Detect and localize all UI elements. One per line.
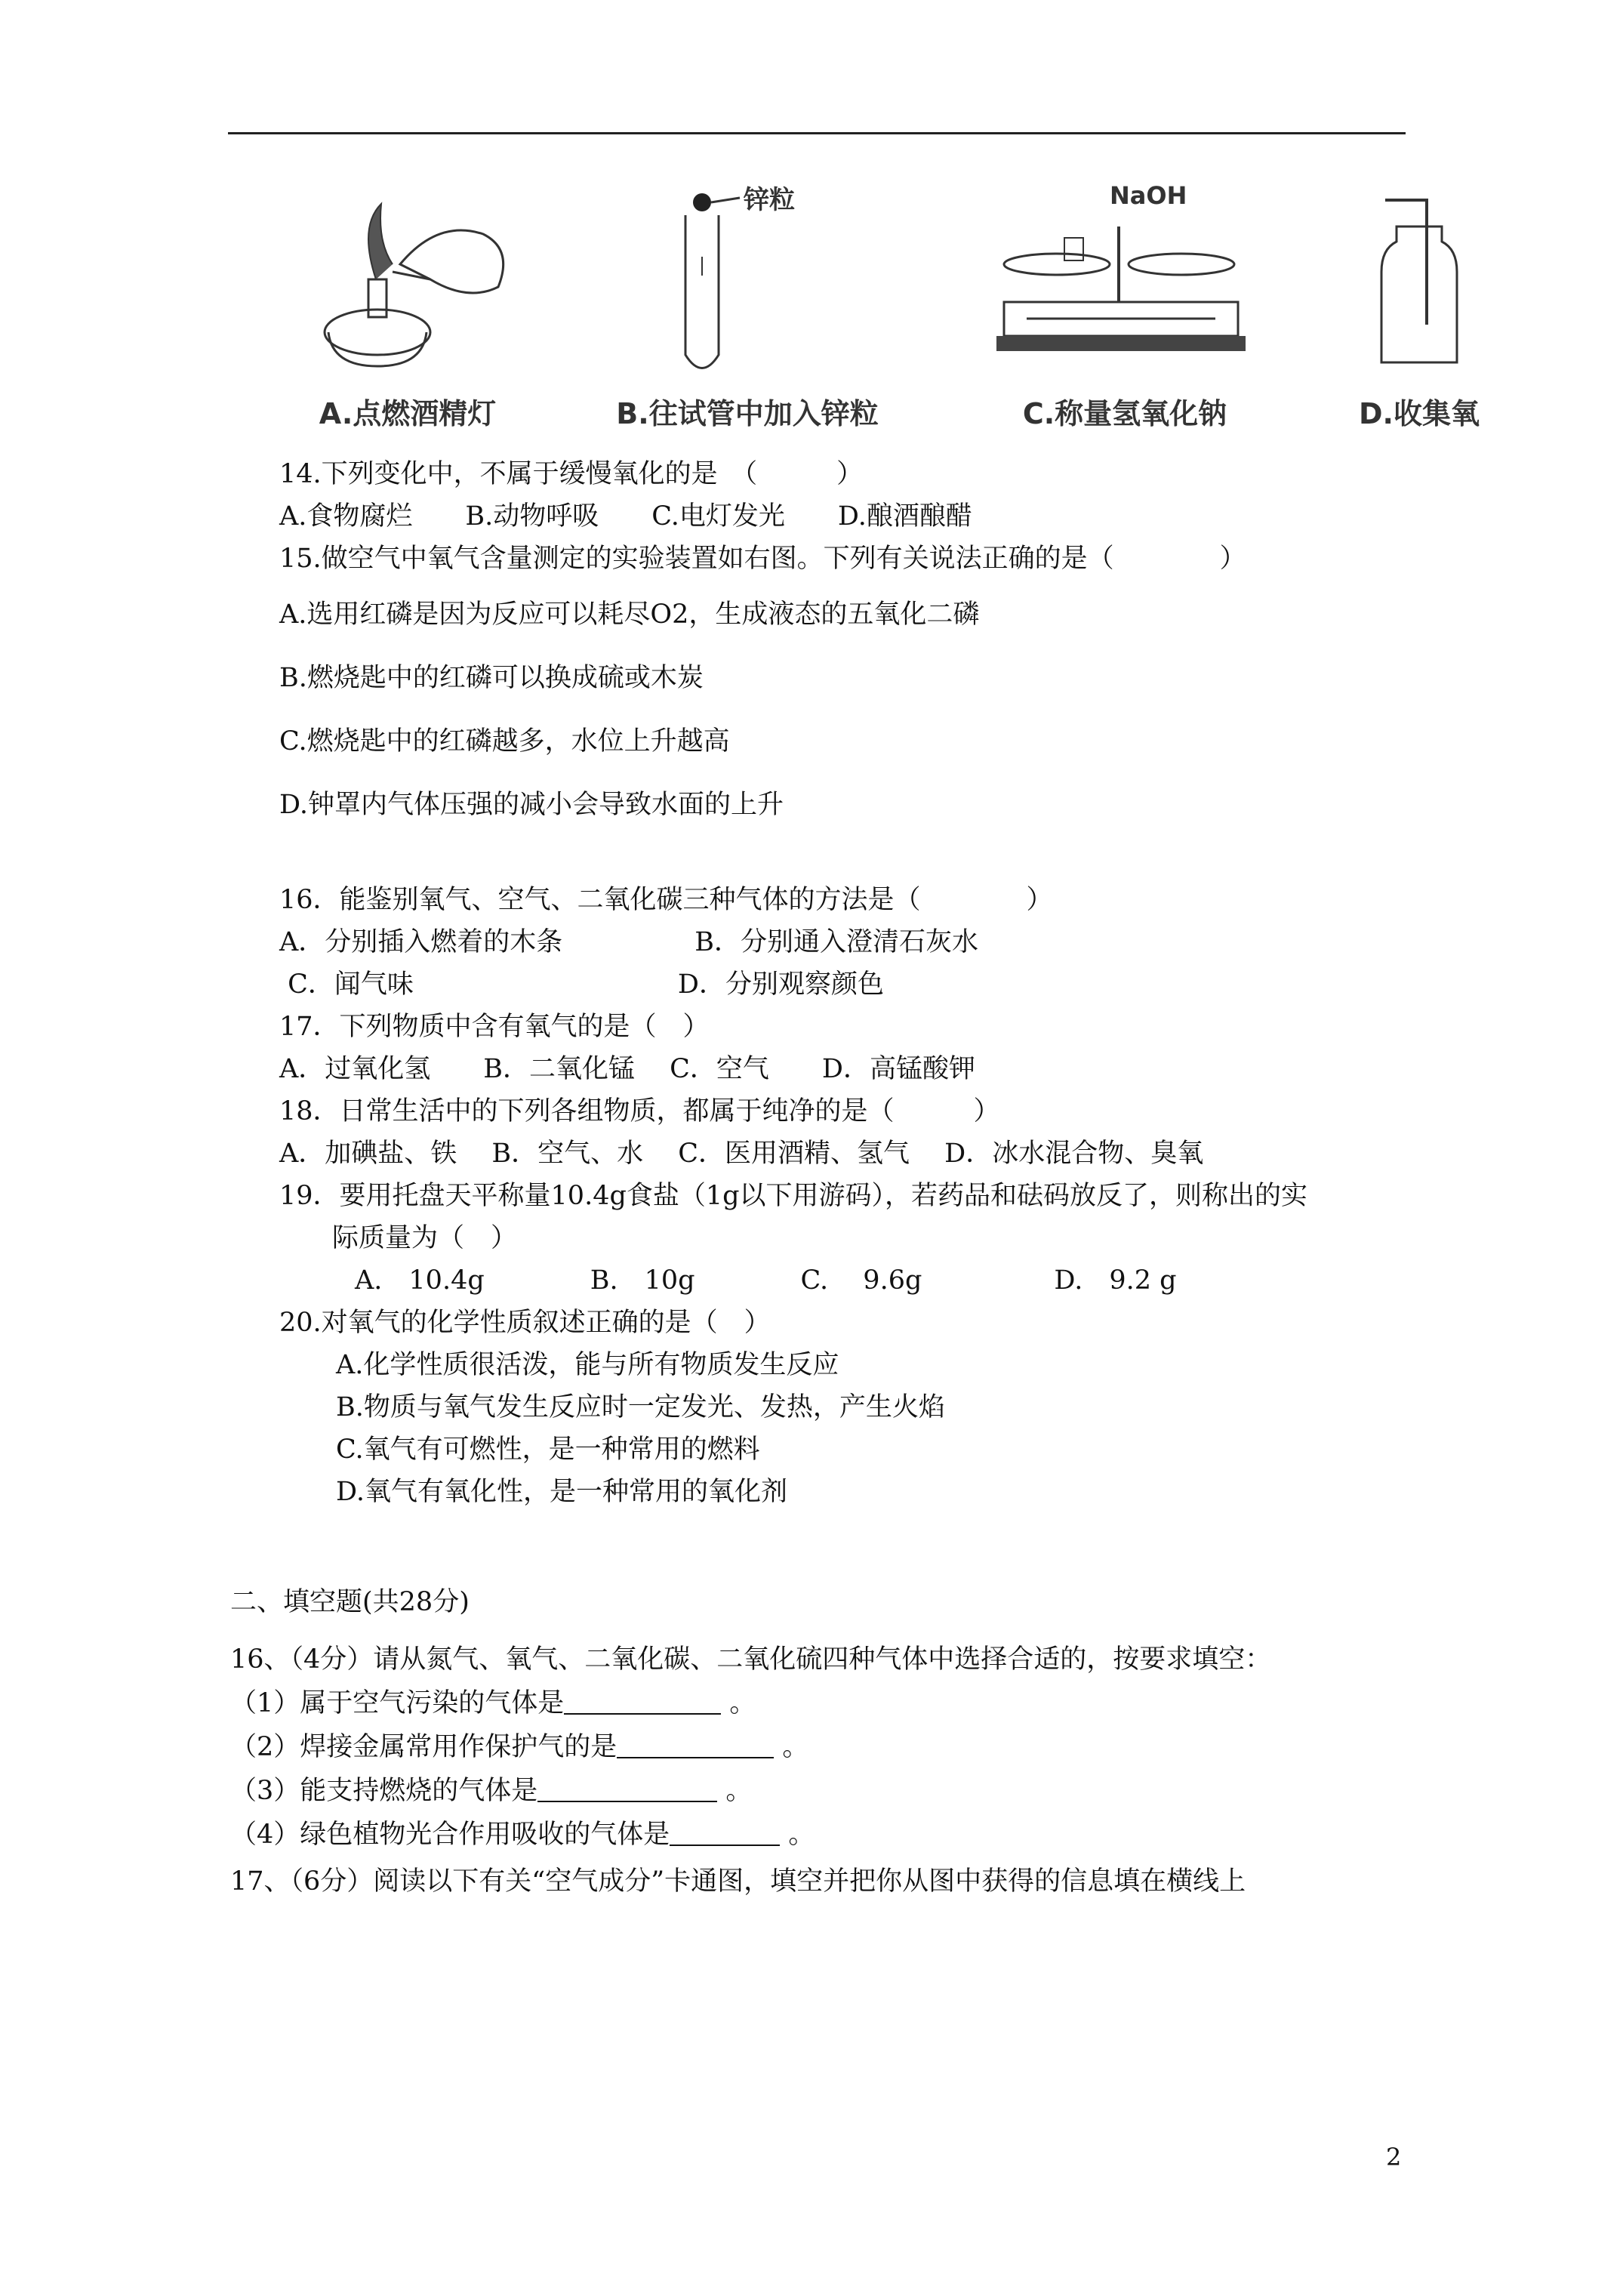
fill-16-item-1-text: （1）属于空气污染的气体是 [230,1688,565,1718]
q15-option-a: A.选用红磷是因为反应可以耗尽O2，生成液态的五氧化二磷 [279,599,980,630]
answer-blank-2[interactable] [617,1731,774,1758]
q20-option-c: C.氧气有可燃性，是一种常用的燃料 [336,1435,760,1465]
fill-16-stem: 16、（4分）请从氮气、氧气、二氧化碳、二氧化硫四种气体中选择合适的，按要求填空： [230,1644,1272,1675]
fill-16-item-2-text: （2）焊接金属常用作保护气的是 [230,1732,617,1762]
fill-16-item-4 [230,1818,815,1851]
answer-blank-4[interactable] [670,1819,780,1846]
q15-option-c: C.燃烧匙中的红磷越多，水位上升越高 [279,726,730,757]
fill-16-item-4-text: （4）绿色植物光合作用吸收的气体是 [230,1820,670,1850]
q16-options-ab: A．分别插入燃着的木条 B．分别通入澄清石灰水 [279,927,978,957]
q20-option-a: A.化学性质很活泼，能与所有物质发生反应 [336,1350,839,1380]
item-2-end: 。 [774,1732,809,1762]
fill-16-item-3 [230,1774,752,1808]
fill-16-item-2 [230,1730,808,1764]
q17-stem: 17．下列物质中含有氧气的是（ ） [279,1012,710,1042]
figure-a-caption: A.点燃酒精灯 [319,397,497,430]
q19-stem: 19．要用托盘天平称量10.4g食盐（1g以下用游码），若药品和砝码放反了，则称出的实 [279,1181,1308,1211]
alcohol-lamp-icon [287,174,528,385]
fill-16-item-3-text: （3）能支持燃烧的气体是 [230,1776,538,1806]
figure-d [1344,174,1495,445]
figure-b [589,174,906,445]
q19-options: A. 10.4g B. 10g C. 9.6g D. 9.2 g [355,1265,1177,1296]
q14-options-text: A.食物腐烂 B.动物呼吸 C.电灯发光 D.酿酒酿醋 [279,501,972,532]
q18-stem: 18．日常生活中的下列各组物质，都属于纯净的是（ ） [279,1096,1000,1126]
page-number: 2 [1386,2143,1402,2171]
answer-blank-3[interactable] [537,1775,717,1802]
q14-stem: 14.下列变化中，不属于缓慢氧化的是 （ ） [279,459,864,489]
q16-stem: 16．能鉴别氧气、空气、二氧化碳三种气体的方法是（ ） [279,885,1053,915]
item-4-end: 。 [780,1820,815,1850]
q19-stem-cont: 际质量为（ ） [332,1223,518,1253]
apparatus-figures [287,174,1495,445]
fill-16-item-1 [230,1687,756,1720]
item-3-end: 。 [717,1776,753,1806]
section-2-heading: 二、填空题(共28分) [230,1587,470,1617]
gas-bottle-icon [1344,174,1495,385]
figure-c [981,174,1268,445]
fill-17-stem: 17、（6分）阅读以下有关“空气成分”卡通图，填空并把你从图中获得的信息填在横线上 [230,1866,1246,1897]
figure-c-caption: C.称量氢氧化钠 [1022,397,1227,430]
q18-options: A．加碘盐、铁 B．空气、水 C．医用酒精、氢气 D．冰水混合物、臭氧 [279,1139,1204,1169]
balance-icon [981,174,1268,385]
header-rule [228,132,1406,134]
answer-blank-1[interactable] [564,1687,721,1715]
figure-b-caption: B.往试管中加入锌粒 [616,397,879,430]
q17-options: A．过氧化氢 B．二氧化锰 C．空气 D．高锰酸钾 [279,1054,975,1084]
figure-a [287,174,528,445]
zinc-label: 锌粒 [744,185,795,215]
q20-option-d: D.氧气有氧化性，是一种常用的氧化剂 [336,1477,787,1507]
q15-option-b: B.燃烧匙中的红磷可以换成硫或木炭 [279,663,704,693]
figure-d-caption: D.收集氧 [1359,397,1480,430]
q15-stem: 15.做空气中氧气含量测定的实验装置如右图。下列有关说法正确的是（ ） [279,544,1246,574]
q14-options [279,500,972,533]
q20-stem: 20.对氧气的化学性质叙述正确的是（ ） [279,1308,771,1338]
item-1-end: 。 [721,1688,756,1718]
q16-options-cd: C．闻气味 D．分别观察颜色 [279,969,884,1000]
q15-option-d: D.钟罩内气体压强的减小会导致水面的上升 [279,790,784,820]
naoh-label: NaOH [1110,181,1187,210]
q20-option-b: B.物质与氧气发生反应时一定发光、发热，产生火焰 [336,1392,945,1422]
test-tube-icon [589,174,906,385]
